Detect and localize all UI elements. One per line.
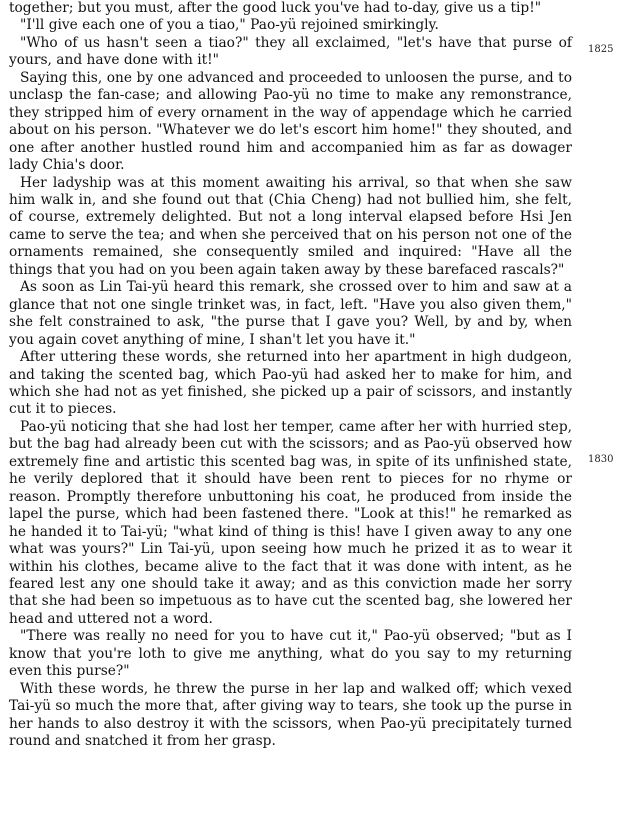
paragraph: After uttering these words, she returned into her apartment in high dudgeon, and taking the scented bag, which Pao-yü had asked her to make for him, and which she had not as yet finished, she picked up a pair of scissors, and instantly cut it to pieces. [9, 349, 572, 418]
line-number: 1825 [588, 44, 614, 55]
body-text [9, 0, 572, 750]
paragraph: "There was really no need for you to have cut it," Pao-yü observed; "but as I know that you're loth to give me anything, what do you say to my returning even this purse?" [9, 628, 572, 680]
paragraph: Her ladyship was at this moment awaiting his arrival, so that when she saw him walk in, and she found out that (Chia Cheng) had not bullied him, she felt, of course, extremely delighted. But not a long interval elapsed before Hsi Jen came to serve the tea; and when she perceived that on his person not one of the ornaments remained, she consequently smiled and inquired: "Have all the things that you had on you been again taken away by these barefaced rascals?" [9, 174, 572, 278]
line-number: 1830 [588, 454, 614, 465]
paragraph: "Who of us hasn't seen a tiao?" they all exclaimed, "let's have that purse of yours, and have done with it!" [9, 34, 572, 69]
paragraph: With these words, he threw the purse in her lap and walked off; which vexed Tai-yü so much the more that, after giving way to tears, she took up the purse in her hands to also destroy it with the scissors, when Pao-yü precipitately turned round and snatched it from her grasp. [9, 680, 572, 750]
paragraph: "I'll give each one of you a tiao," Pao-yü rejoined smirkingly. [20, 17, 439, 34]
paragraph: As soon as Lin Tai-yü heard this remark, she crossed over to him and saw at a glance that not one single trinket was, in fact, left. "Have you also given them," she felt constrained to ask, "the purse that I gave you? Well, by and by, when you again covet anything of mine, I shan't let you have it." [9, 279, 572, 348]
paragraph-continued: together; but you must, after the good luck you've had to-day, give us a tip!" [9, 0, 542, 16]
paragraph: Saying this, one by one advanced and proceeded to unloosen the purse, and to unclasp the fan-case; and allowing Pao-yü no time to make any remonstrance, they stripped him of every ornament in the way of appendage which he carried about on his person. "Whatever we do let's escort him home!" they shouted, and one after another hustled round him and accompanied him as far as dowager lady Chia's door. [9, 69, 572, 174]
paragraph: Pao-yü noticing that she had lost her temper, came after her with hurried step, but the bag had already been cut with the scissors; and as Pao-yü observed how extremely fine and artistic this scented bag was, in spite of its unfinished state, he verily deplored that it should have been rent to pieces for no rhyme or reason. Promptly therefore unbuttoning his coat, he produced from inside the lapel the purse, which had been fastened there. "Look at this!" he remarked as he handed it to Tai-yü; "what kind of thing is this! have I given away to any one what was yours?" Lin Tai-yü, upon seeing how much he prized it as to wear it within his clothes, became alive to the fact that it was done with intent, as he feared lest any one should take it away; and as this conviction made her sorry that she had been so impetuous as to have cut the scented bag, she lowered her head and uttered not a word. [9, 418, 572, 627]
